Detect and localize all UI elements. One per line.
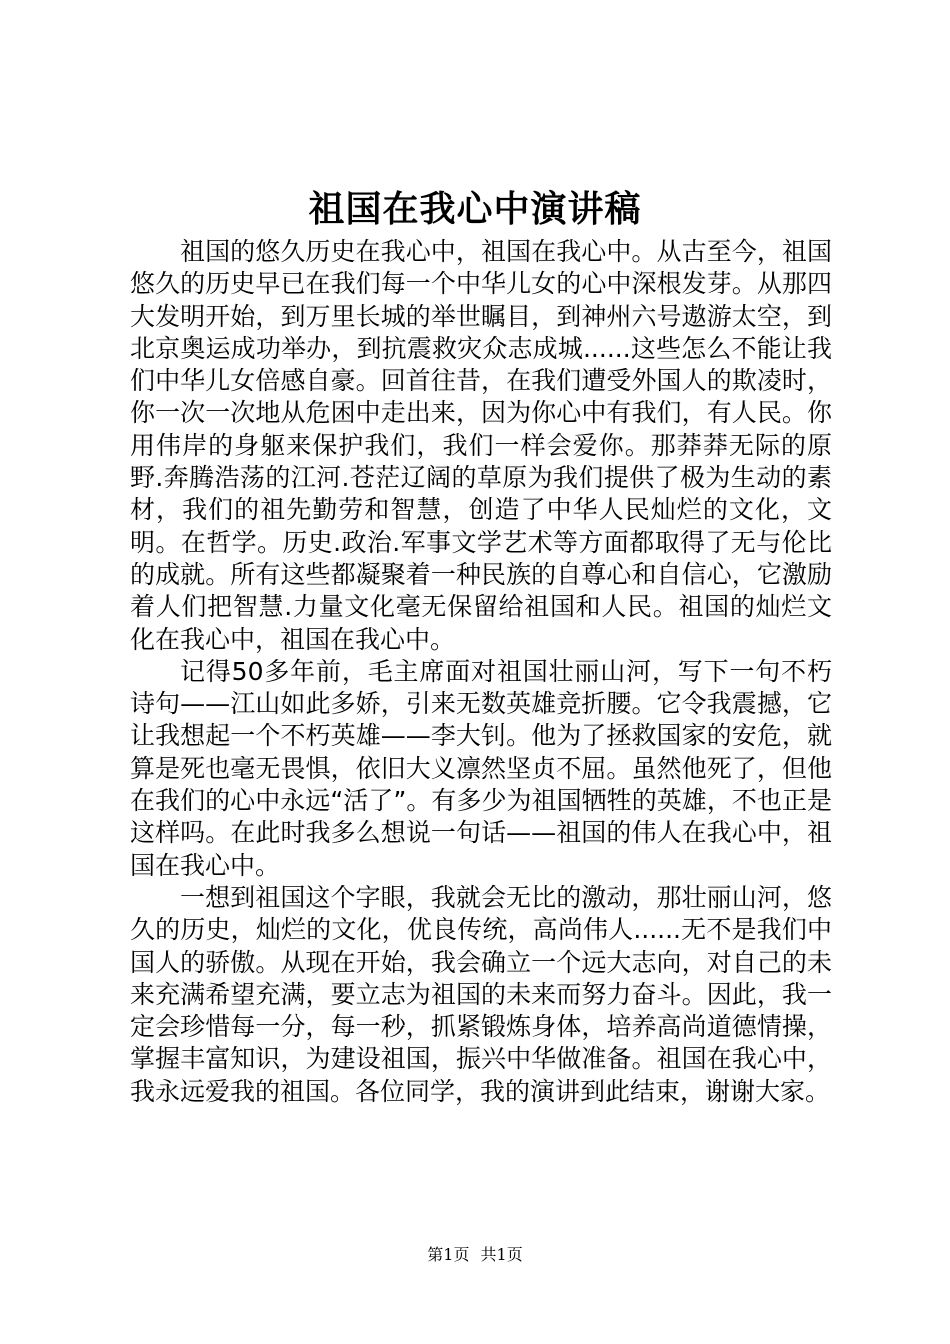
paragraph: 记得50多年前，毛主席面对祖国壮丽山河，写下一句不朽诗句——江山如此多娇，引来无数英雄竞折腰。它令我震撼，它让我想起一个不朽英雄——李大钊。他为了拯救国家的安危，就算是死也毫无畏惧，依旧大义凛然坚贞不屈。虽然他死了，但他在我们的心中永远“活了”。有多少为祖国牺牲的英雄，不也正是这样吗。在此时我多么想说一句话——祖国的伟人在我心中，祖国在我心中。 bbox=[130, 656, 832, 880]
paragraph: 祖国的悠久历史在我心中，祖国在我心中。从古至今，祖国悠久的历史早已在我们每一个中华儿女的心中深根发芽。从那四大发明开始，到万里长城的举世瞩目，到神州六号遨游太空，到北京奥运成功举办，到抗震救灾众志成城......这些怎么不能让我们中华儿女倍感自豪。回首往昔，在我们遭受外国人的欺凌时，你一次一次地从危困中走出来，因为你心中有我们，有人民。你用伟岸的身躯来保护我们，我们一样会爱你。那莽莽无际的原野.奔腾浩荡的江河.苍茫辽阔的草原为我们提供了极为生动的素材，我们的祖先勤劳和智慧，创造了中华人民灿烂的文化，文明。在哲学。历史.政治.军事文学艺术等方面都取得了无与伦比的成就。所有这些都凝聚着一种民族的自尊心和自信心，它激励着人们把智慧.力量文化毫无保留给祖国和人民。祖国的灿烂文化在我心中，祖国在我心中。 bbox=[130, 237, 832, 654]
paragraph: 一想到祖国这个字眼，我就会无比的激动，那壮丽山河，悠久的历史，灿烂的文化，优良传统，高尚伟人......无不是我们中国人的骄傲。从现在开始，我会确立一个远大志向，对自己的未来充满希望充满，要立志为祖国的未来而努力奋斗。因此，我一定会珍惜每一分，每一秒，抓紧锻炼身体，培养高尚道德情操，掌握丰富知识，为建设祖国，振兴中华做准备。祖国在我心中，我永远爱我的祖国。各位同学，我的演讲到此结束，谢谢大家。 bbox=[130, 882, 832, 1106]
document-title: 祖国在我心中演讲稿 bbox=[308, 188, 642, 230]
page-number-footer: 第1页 共1页 bbox=[427, 1245, 523, 1264]
document-body bbox=[130, 236, 832, 1108]
